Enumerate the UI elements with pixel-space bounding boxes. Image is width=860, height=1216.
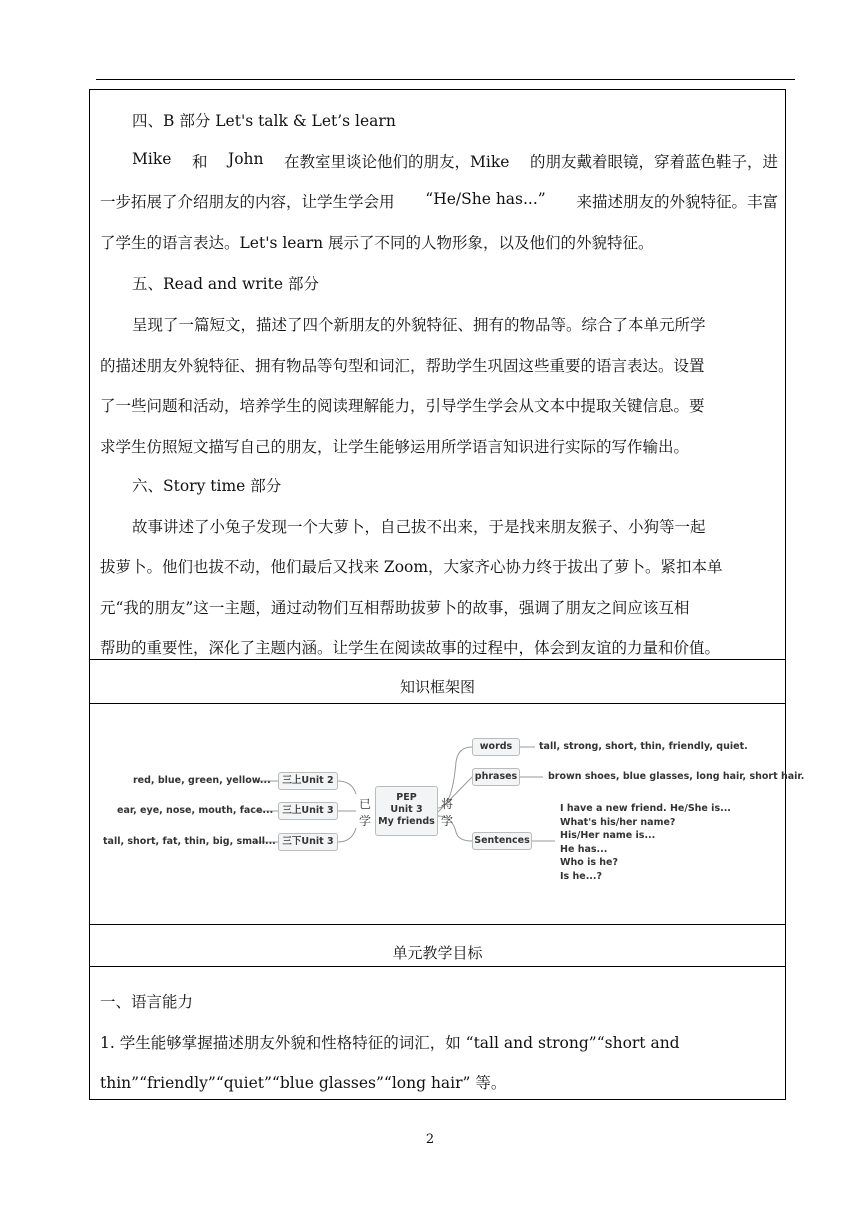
section-heading: 六、Story time 部分	[132, 477, 282, 495]
paragraph-line	[132, 150, 778, 172]
text-run: 来描述朋友的外貌特征。丰富	[576, 193, 778, 211]
knowledge-map-title: 知识框架图	[399, 678, 475, 696]
paragraph-line: 的描述朋友外貌特征、拥有物品等句型和词汇，帮助学生巩固这些重要的语言表达。设置	[100, 357, 705, 375]
goals-line: thin”“friendly”“quiet”“blue glasses”“long hair” 等。	[100, 1074, 507, 1092]
branch-node-phrases: phrases	[472, 768, 520, 786]
page-number: 2	[425, 1132, 435, 1147]
row-divider	[89, 966, 786, 967]
paragraph-line	[100, 190, 778, 212]
text-run: Mike	[132, 150, 172, 168]
paragraph-line: 拔萝卜。他们也拔不动，他们最后又找来 Zoom，大家齐心协力终于拔出了萝卜。紧扣本单	[100, 558, 723, 576]
prior-words: red, blue, green, yellow...	[133, 775, 271, 786]
goals-title: 单元教学目标	[392, 944, 483, 962]
center-line: Unit 3	[390, 804, 423, 815]
text-run: “He/She has...”	[425, 190, 546, 208]
unit-node: 三下Unit 3	[278, 833, 338, 851]
row-divider	[89, 703, 786, 704]
center-line: PEP	[396, 792, 417, 803]
prior-label: 学	[359, 814, 372, 828]
branch-words-content: tall, strong, short, thin, friendly, quiet.	[539, 741, 748, 752]
row-divider	[89, 659, 786, 660]
text-run: 和	[191, 153, 208, 171]
branch-phrases-content: brown shoes, blue glasses, long hair, short hair.	[548, 771, 805, 782]
row-divider	[89, 924, 786, 925]
future-label: 将	[441, 797, 454, 811]
text-run: 一步拓展了介绍朋友的内容，让学生学会用	[100, 193, 395, 211]
center-node	[375, 786, 438, 836]
section-heading: 四、B 部分 Let's talk & Let’s learn	[132, 112, 396, 130]
prior-label: 已	[359, 797, 372, 811]
prior-words: ear, eye, nose, mouth, face...	[117, 805, 274, 816]
prior-words: tall, short, fat, thin, big, small...	[103, 836, 276, 847]
header-rule	[96, 79, 795, 80]
knowledge-mind-map	[100, 732, 805, 892]
sentence-item: Who is he?	[560, 857, 619, 868]
paragraph-line: 了学生的语言表达。Let's learn 展示了不同的人物形象，以及他们的外貌特征。	[100, 234, 654, 252]
paragraph-line: 元“我的朋友”这一主题，通过动物们互相帮助拔萝卜的故事，强调了朋友之间应该互相	[100, 599, 690, 617]
sentence-item: Is he...?	[560, 870, 603, 882]
sentence-item: He has...	[560, 843, 608, 855]
paragraph-line: 求学生仿照短文描写自己的朋友，让学生能够运用所学语言知识进行实际的写作输出。	[100, 438, 690, 456]
sentence-item: What's his/her name?	[560, 816, 676, 828]
paragraph-line: 故事讲述了小兔子发现一个大萝卜，自己拔不出来，于是找来朋友猴子、小狗等一起	[132, 518, 706, 536]
branch-node-sentences: Sentences	[472, 832, 532, 850]
paragraph-line: 帮助的重要性，深化了主题内涵。让学生在阅读故事的过程中，体会到友谊的力量和价值。	[100, 639, 721, 657]
text-run: John	[227, 150, 264, 168]
goals-line: 1. 学生能够掌握描述朋友外貌和性格特征的词汇，如 “tall and strong”“short and	[100, 1034, 680, 1052]
unit-node: 三上Unit 3	[278, 802, 338, 820]
sentence-item: His/Her name is...	[560, 830, 656, 841]
section-heading: 五、Read and write 部分	[132, 275, 319, 293]
paragraph-line: 呈现了一篇短文，描述了四个新朋友的外貌特征、拥有的物品等。综合了本单元所学	[132, 316, 706, 334]
text-run: 的朋友戴着眼镜，穿着蓝色鞋子，进	[529, 153, 778, 171]
sentence-item: I have a new friend. He/She is...	[560, 803, 731, 814]
paragraph-line: 了一些问题和活动，培养学生的阅读理解能力，引导学生学会从文本中提取关键信息。要	[100, 397, 705, 415]
future-label: 学	[441, 814, 454, 828]
goals-subheading: 一、语言能力	[100, 993, 194, 1011]
branch-sentences-content	[560, 802, 731, 883]
branch-node-words: words	[472, 738, 520, 756]
unit-node: 三上Unit 2	[278, 772, 338, 790]
text-run: 在教室里谈论他们的朋友，Mike	[284, 153, 510, 171]
center-line: My friends	[378, 816, 435, 827]
